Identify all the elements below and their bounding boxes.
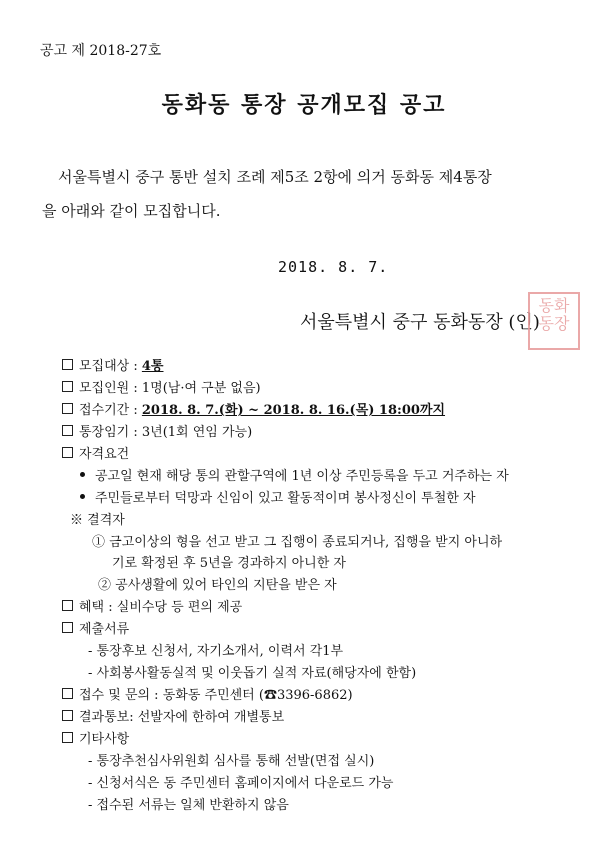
intro-line-1: 서울특별시 중구 통반 설치 조례 제5조 2항에 의거 동화동 제4통장 [58,168,492,186]
checkbox-square-icon [62,600,73,611]
page-title: 동화동 통장 공개모집 공고 [161,92,447,118]
checkbox-square-icon [62,622,73,633]
document-2: - 사회봉사활동실적 및 이웃돕기 실적 자료(해당자에 한함) [88,666,417,681]
etc-2: - 신청서식은 동 주민센터 홈페이지에서 다운로드 가능 [88,776,394,791]
bullet-dot-icon [80,472,85,477]
item-qualification: 자격요건 [62,443,129,462]
item-etc: 기타사항 [62,728,129,747]
notice-date: 2018. 8. 7. [278,258,389,276]
checkbox-square-icon [62,688,73,699]
disqualification-1a: ① 금고이상의 형을 선고 받고 그 집행이 종료되거나, 집행을 받지 아니하 [92,535,503,550]
checkbox-square-icon [62,447,73,458]
document-1: - 통장후보 신청서, 자기소개서, 이력서 각1부 [88,644,344,659]
target-value: 4통 [141,359,164,374]
intro-line-2: 을 아래와 같이 모집합니다. [42,202,221,220]
item-period: 접수기간 : 2018. 8. 7.(화) ~ 2018. 8. 16.(목) 18:00까지 [62,399,445,418]
checkbox-square-icon [62,710,73,721]
etc-3: - 접수된 서류는 일체 반환하지 않음 [88,798,289,813]
issuer-name: 서울특별시 중구 동화동장 (인) [300,312,540,333]
official-seal-stamp: 동화 동장 [528,292,580,350]
item-term: 통장임기 : 3년(1회 연임 가능) [62,421,252,440]
checkbox-square-icon [62,425,73,436]
qualification-bullet-2: 주민들로부터 덕망과 신임이 있고 활동적이며 봉사정신이 투철한 자 [80,487,476,506]
disqualification-1b: 기로 확정된 후 5년을 경과하지 아니한 자 [112,556,346,571]
item-contact: 접수 및 문의 : 동화동 주민센터 (☎3396-6862) [62,684,353,703]
checkbox-square-icon [62,403,73,414]
item-target: 모집대상 : 4통 [62,355,164,374]
etc-1: - 통장추천심사위원회 심사를 통해 선발(면접 실시) [88,754,375,769]
disqualification-heading: ※ 결격자 [70,513,125,528]
item-recruit: 모집인원 : 1명(남·여 구분 없음) [62,377,261,396]
item-result: 결과통보: 선발자에 한하여 개별통보 [62,706,284,725]
checkbox-square-icon [62,732,73,743]
period-value: 2018. 8. 7.(화) ~ 2018. 8. 16.(목) 18:00까지 [141,403,446,418]
notice-number: 공고 제 2018-27호 [40,43,162,59]
bullet-dot-icon [80,494,85,499]
checkbox-square-icon [62,359,73,370]
item-benefit: 혜택 : 실비수당 등 편의 제공 [62,596,242,615]
checkbox-square-icon [62,381,73,392]
item-documents: 제출서류 [62,618,129,637]
disqualification-2: ② 공사생활에 있어 타인의 지탄을 받은 자 [98,578,337,593]
qualification-bullet-1: 공고일 현재 해당 통의 관할구역에 1년 이상 주민등록을 두고 거주하는 자 [80,465,509,484]
